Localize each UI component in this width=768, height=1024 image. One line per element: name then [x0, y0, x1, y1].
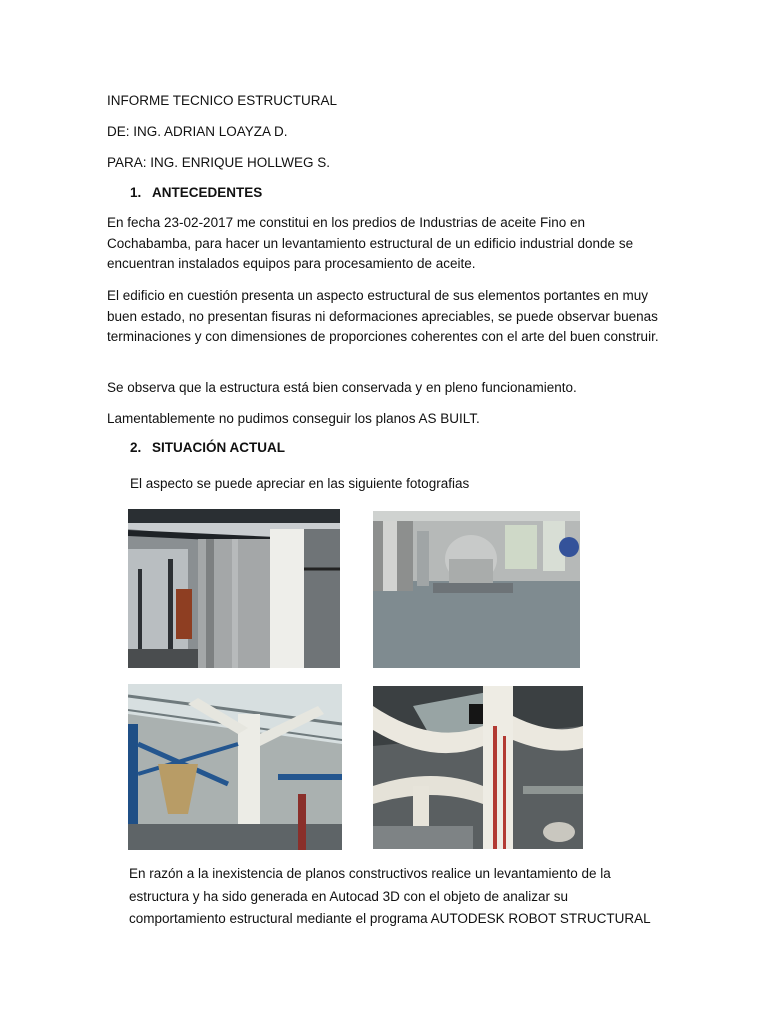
closing-line-1: En razón a la inexistencia de planos constructivos realice un levantamiento de la: [129, 866, 611, 881]
section-number: 1.: [130, 185, 142, 200]
section-title: SITUACIÓN ACTUAL: [152, 440, 285, 455]
closing-line-2: estructura y ha sido generada en Autocad 3D con el objeto de analizar su: [129, 889, 569, 904]
photo-concrete-frame: [373, 686, 583, 849]
closing-line-3: comportamiento estructural mediante el programa AUTODESK ROBOT STRUCTURAL: [129, 911, 651, 926]
section-number: 2.: [130, 440, 142, 455]
section-heading-situacion: [130, 440, 285, 455]
to-line: PARA: ING. ENRIQUE HOLLWEG S.: [107, 155, 331, 170]
paragraph-antecedentes-1: En fecha 23-02-2017 me constitui en los predios de Industrias de aceite Fino en Cochabamba, para hacer un levantamiento estructural de un edificio industrial donde se encuentran instalados equipos para procesamiento de aceite.: [107, 215, 634, 272]
paragraph-antecedentes-2: El edificio en cuestión presenta un aspecto estructural de sus elementos portantes en muy buen estado, no presentan fisuras ni deformaciones apreciables, se puede observar buenas terminaciones y con dimensiones de proporciones coherentes con el arte del buen construir.: [107, 288, 659, 345]
photo-roof-truss-blue-frame: [128, 684, 342, 850]
photos-intro: El aspecto se puede apreciar en las siguiente fotografias: [130, 476, 470, 491]
photo-tank-column: [128, 509, 340, 668]
photo-processing-equipment: [373, 511, 580, 668]
section-heading-antecedentes: [130, 185, 262, 200]
from-line: DE: ING. ADRIAN LOAYZA D.: [107, 124, 288, 139]
report-title: INFORME TECNICO ESTRUCTURAL: [107, 93, 338, 108]
section-title: ANTECEDENTES: [152, 185, 263, 200]
paragraph-antecedentes-3: Se observa que la estructura está bien conservada y en pleno funcionamiento.: [107, 380, 577, 395]
paragraph-antecedentes-4: Lamentablemente no pudimos conseguir los planos AS BUILT.: [107, 411, 480, 426]
